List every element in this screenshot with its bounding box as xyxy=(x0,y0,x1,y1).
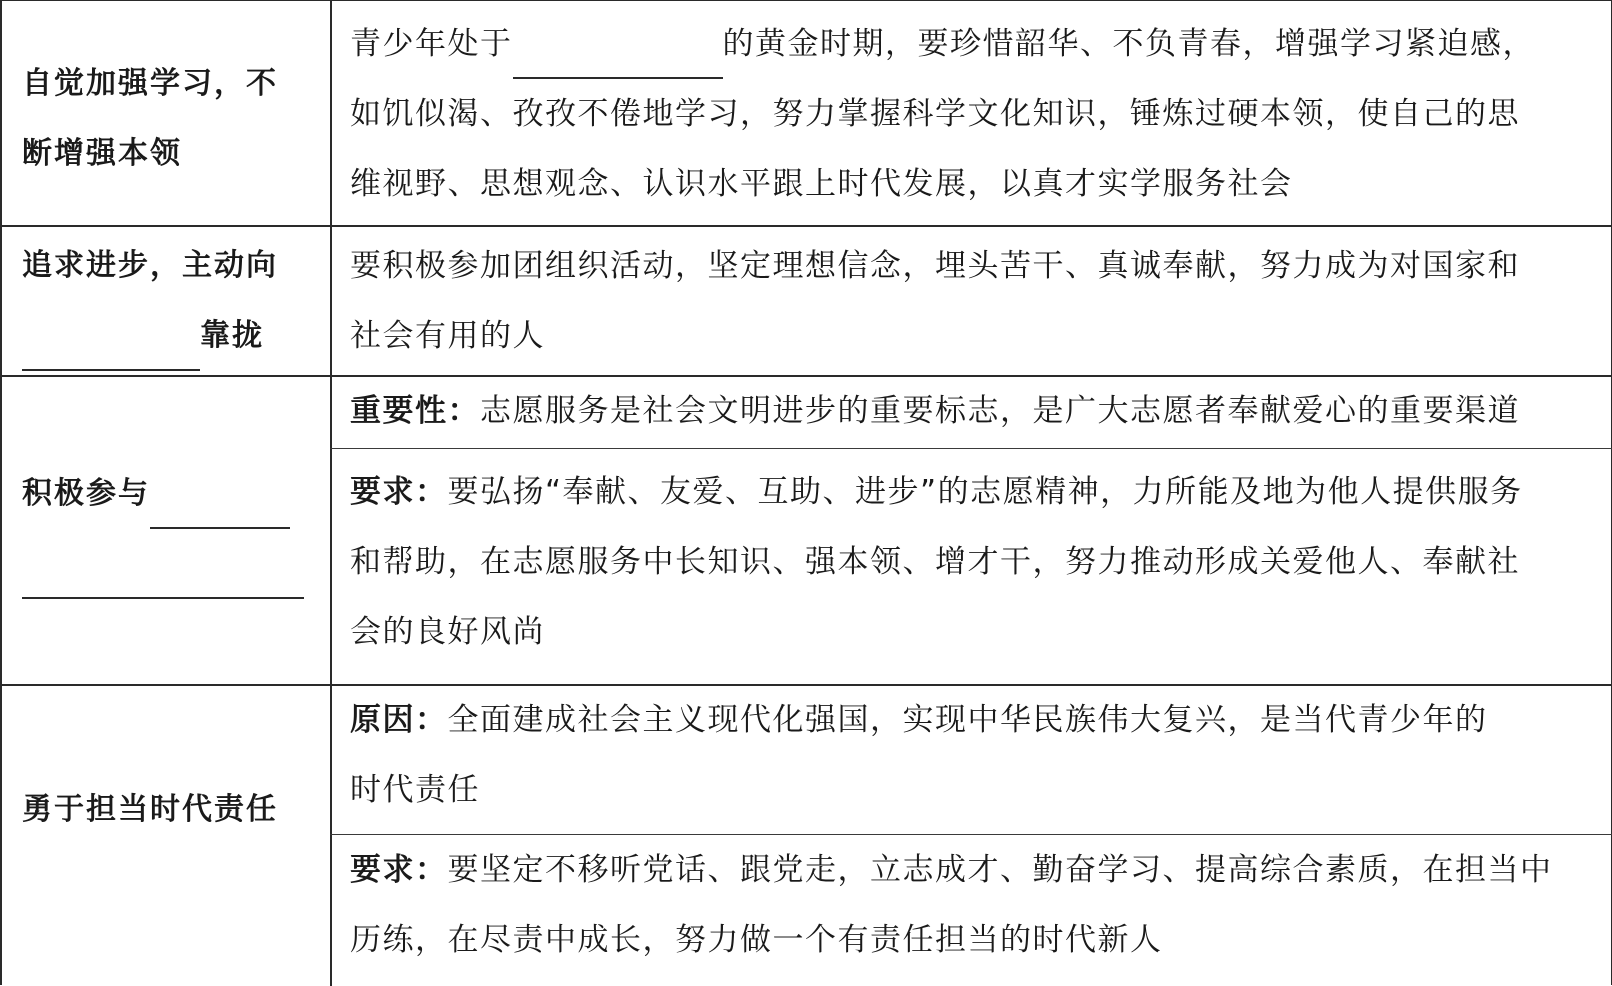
topic-responsibility-line1: 勇于担当时代责任 xyxy=(22,792,278,827)
content-study-suffix: 的黄金时期，要珍惜韶华、不负青春，增强学习紧迫感， xyxy=(722,26,1535,62)
topic-volunteer xyxy=(22,459,312,599)
topic-study-line2: 断增强本领 xyxy=(22,136,182,171)
sub-row-divider-3 xyxy=(330,448,1612,449)
topic-progress-suffix: 靠拢 xyxy=(200,318,264,353)
content-volunteer-requirement xyxy=(350,457,1600,667)
significance-text: 志愿服务是社会文明进步的重要标志，是广大志愿者奉献爱心的重要渠道 xyxy=(480,393,1520,429)
significance-line xyxy=(350,376,1600,446)
reason-line1 xyxy=(350,685,1600,755)
responsibility-requirement-label: 要求： xyxy=(350,852,448,888)
volunteer-requirement-label: 要求： xyxy=(350,474,448,510)
topic-progress-line1: 追求进步，主动向 xyxy=(22,248,278,283)
volunteer-requirement-line1 xyxy=(350,457,1600,527)
fill-blank-activity-2[interactable] xyxy=(22,563,304,599)
content-progress-line2: 社会有用的人 xyxy=(350,318,545,354)
content-responsibility-requirement xyxy=(350,835,1600,975)
row-divider-1 xyxy=(2,225,1612,227)
topic-volunteer-line1 xyxy=(22,459,312,529)
content-study-line3: 维视野、思想观念、认识水平跟上时代发展，以真才实学服务社会 xyxy=(350,166,1293,202)
column-divider xyxy=(330,1,332,986)
content-study-line1 xyxy=(350,9,1600,79)
topic-progress-line2 xyxy=(22,301,312,371)
topic-volunteer-text: 积极参与 xyxy=(22,476,150,511)
fill-blank-period[interactable] xyxy=(513,43,723,79)
responsibility-requirement-line1 xyxy=(350,835,1600,905)
significance-label: 重要性： xyxy=(350,393,480,429)
content-progress-line1: 要积极参加团组织活动，坚定理想信念，埋头苦干、真诚奉献，努力成为对国家和 xyxy=(350,248,1520,284)
responsibility-requirement-text1: 要坚定不移听党话、跟党走，立志成才、勤奋学习、提高综合素质，在担当中 xyxy=(447,852,1553,888)
topic-study xyxy=(22,49,312,189)
responsibility-requirement-line2: 历练，在尽责中成长，努力做一个有责任担当的时代新人 xyxy=(350,922,1163,958)
reason-label: 原因： xyxy=(350,702,448,738)
content-study xyxy=(350,9,1600,219)
volunteer-requirement-line3: 会的良好风尚 xyxy=(350,614,545,650)
topic-volunteer-line2 xyxy=(22,529,312,599)
volunteer-requirement-line2: 和帮助，在志愿服务中长知识、强本领、增才干，努力推动形成关爱他人、奉献社 xyxy=(350,544,1520,580)
fill-blank-activity-1[interactable] xyxy=(150,493,290,529)
topic-study-line1: 自觉加强学习，不 xyxy=(22,66,278,101)
volunteer-requirement-text1: 要弘扬“奉献、友爱、互助、进步”的志愿精神，力所能及地为他人提供服务 xyxy=(447,474,1523,510)
content-study-line2: 如饥似渴、孜孜不倦地学习，努力掌握科学文化知识，锤炼过硬本领，使自己的思 xyxy=(350,96,1520,132)
content-study-prefix: 青少年处于 xyxy=(350,26,513,62)
topic-progress xyxy=(22,231,312,371)
reason-text1: 全面建成社会主义现代化强国，实现中华民族伟大复兴，是当代青少年的 xyxy=(447,702,1488,738)
content-volunteer-significance xyxy=(350,376,1600,446)
topic-responsibility xyxy=(22,775,312,845)
content-responsibility-reason xyxy=(350,685,1600,825)
content-progress xyxy=(350,231,1600,371)
reason-line2: 时代责任 xyxy=(350,772,480,808)
fill-blank-organization[interactable] xyxy=(22,335,200,371)
